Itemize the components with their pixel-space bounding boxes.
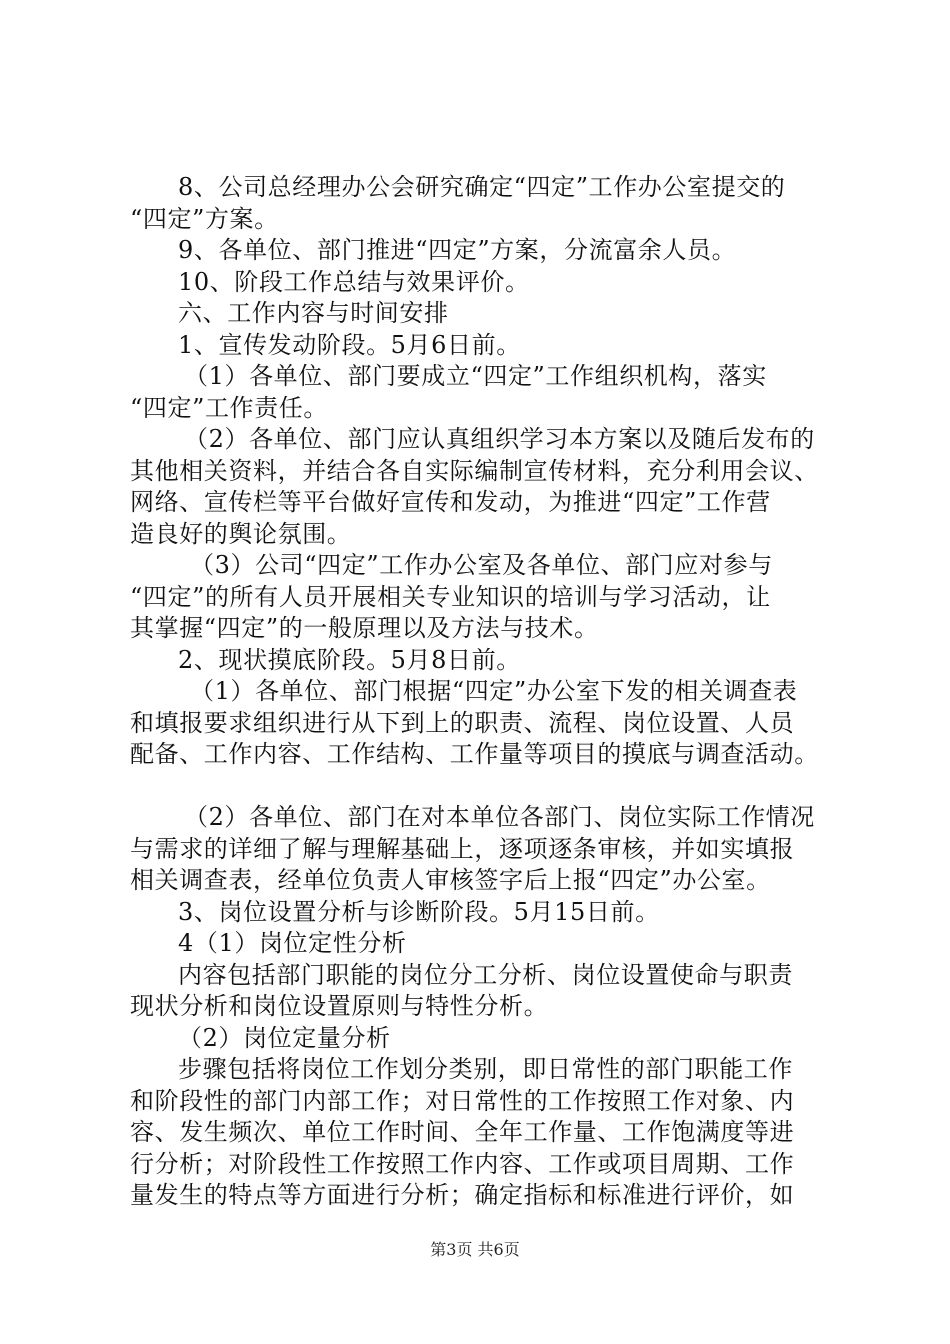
text-line: 1、宣传发动阶段。5月6日前。 bbox=[178, 330, 521, 359]
text-line: 3、岗位设置分析与诊断阶段。5月15日前。 bbox=[178, 897, 660, 926]
text-line: （2）各单位、部门在对本单位各部门、岗位实际工作情况 bbox=[184, 803, 815, 831]
text-line: 9、各单位、部门推进“四定”方案，分流富余人员。 bbox=[178, 236, 737, 264]
section-heading: 六、工作内容与时间安排 bbox=[178, 299, 449, 327]
text-line: 行分析；对阶段性工作按照工作内容、工作或项目周期、工作 bbox=[130, 1149, 795, 1178]
text-line: “四定”工作责任。 bbox=[130, 393, 328, 422]
text-line: 量发生的特点等方面进行分析；确定指标和标准进行评价，如 bbox=[130, 1181, 795, 1209]
text-line: 与需求的详细了解与理解基础上，逐项逐条审核，并如实填报 bbox=[130, 834, 795, 863]
text-line: 网络、宣传栏等平台做好宣传和发动，为推进“四定”工作营 bbox=[130, 488, 771, 516]
text-line: 2、现状摸底阶段。5月8日前。 bbox=[178, 645, 521, 674]
text-line: （1）各单位、部门要成立“四定”工作组织机构，落实 bbox=[184, 362, 767, 390]
text-line: 和阶段性的部门内部工作；对日常性的工作按照工作对象、内 bbox=[130, 1086, 795, 1115]
text-line: （1）各单位、部门根据“四定”办公室下发的相关调查表 bbox=[190, 677, 798, 705]
text-line: 容、发生频次、单位工作时间、全年工作量、工作饱满度等进 bbox=[130, 1118, 795, 1146]
text-line: 10、阶段工作总结与效果评价。 bbox=[178, 267, 530, 296]
text-line: 其掌握“四定”的一般原理以及方法与技术。 bbox=[130, 614, 599, 642]
text-line: 8、公司总经理办公会研究确定“四定”工作办公室提交的 bbox=[178, 173, 786, 201]
document-body bbox=[130, 172, 834, 1212]
text-line: 其他相关资料，并结合各自实际编制宣传材料，充分利用会议、 bbox=[130, 456, 819, 485]
text-line: “四定”方案。 bbox=[130, 204, 279, 233]
text-line: “四定”的所有人员开展相关专业知识的培训与学习活动，让 bbox=[130, 582, 771, 611]
text-line: （2）各单位、部门应认真组织学习本方案以及随后发布的 bbox=[184, 425, 815, 453]
text-line: 配备、工作内容、工作结构、工作量等项目的摸底与调查活动。 bbox=[130, 740, 819, 768]
text-line: 4（1）岗位定性分析 bbox=[178, 929, 407, 957]
text-line: 造良好的舆论氛围。 bbox=[130, 519, 352, 548]
text-line: 现状分析和岗位设置原则与特性分析。 bbox=[130, 992, 549, 1020]
blank-line bbox=[130, 771, 834, 803]
text-line: （2）岗位定量分析 bbox=[178, 1023, 391, 1052]
text-line: 和填报要求组织进行从下到上的职责、流程、岗位设置、人员 bbox=[130, 708, 795, 737]
text-line: 内容包括部门职能的岗位分工分析、岗位设置使命与职责 bbox=[178, 960, 793, 989]
text-line: （3）公司“四定”工作办公室及各单位、部门应对参与 bbox=[190, 551, 773, 579]
text-line: 步骤包括将岗位工作划分类别，即日常性的部门职能工作 bbox=[178, 1055, 793, 1083]
text-line: 相关调查表，经单位负责人审核签字后上报“四定”办公室。 bbox=[130, 866, 771, 894]
page-number-footer: 第3页 共6页 bbox=[430, 1240, 520, 1259]
